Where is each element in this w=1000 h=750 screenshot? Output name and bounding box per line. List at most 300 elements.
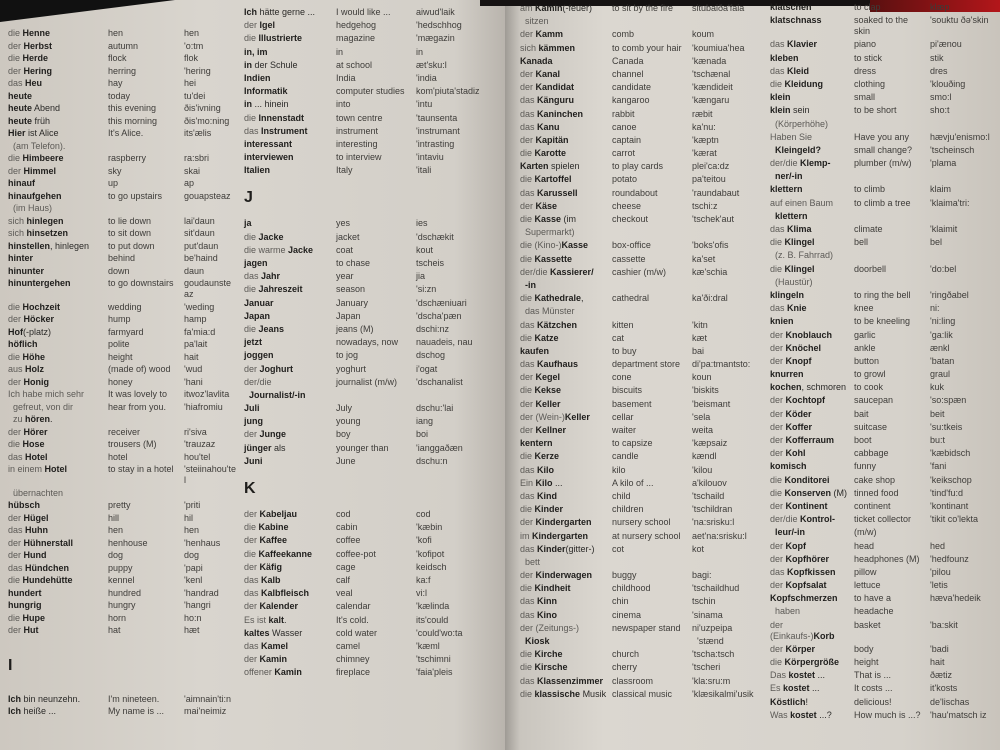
german-context: die — [520, 504, 535, 515]
english-translation: climate — [854, 224, 883, 234]
german-term — [8, 364, 104, 375]
english-translation: bait — [854, 408, 869, 419]
pronunciation: dschu:'lai — [416, 403, 454, 414]
german-context: der — [770, 342, 786, 353]
pronunciation: hait — [930, 657, 945, 667]
english-translation: calendar — [336, 601, 371, 612]
german-term — [8, 153, 104, 164]
pronunciation: ap — [184, 178, 195, 188]
glossary-entry — [8, 141, 240, 154]
english-translation: (m/w) — [854, 527, 877, 538]
pronunciation: ka:f — [416, 574, 431, 585]
pronunciation: kom'piuta'stadiz — [416, 86, 480, 97]
german-context: Das — [770, 670, 789, 681]
glossary-entry — [8, 402, 240, 415]
german-term — [244, 390, 332, 401]
glossary-entry — [8, 78, 240, 91]
german-headword: kostet — [783, 683, 810, 694]
german-term — [520, 570, 608, 581]
german-context: (gitter-) — [565, 543, 595, 554]
english-translation: Have you any — [854, 131, 910, 142]
glossary-entry — [520, 531, 766, 544]
german-context: sich — [8, 228, 27, 238]
german-context: das — [520, 108, 538, 119]
german-term — [520, 214, 608, 225]
german-term — [770, 2, 850, 13]
german-context: die — [520, 148, 535, 159]
german-context: , hinlegen — [50, 240, 90, 251]
english-translation: headphones (M) — [854, 553, 920, 564]
german-term — [244, 575, 332, 586]
glossary-entry — [770, 250, 998, 263]
german-headword: Jahr — [261, 271, 281, 282]
english-translation: at school — [336, 59, 373, 70]
english-translation: Italy — [336, 165, 353, 176]
german-term — [520, 69, 608, 80]
german-headword: Henne — [22, 28, 51, 38]
german-term — [770, 356, 850, 367]
glossary-entry — [8, 166, 240, 179]
english-translation: cabbage — [854, 448, 889, 459]
german-term — [8, 550, 104, 561]
glossary-entry — [770, 382, 998, 395]
german-term — [8, 116, 104, 127]
german-context: bett — [520, 556, 541, 567]
glossary-entry — [8, 588, 240, 601]
german-headword: Journalist/-in — [249, 389, 306, 400]
german-term — [770, 382, 850, 393]
pronunciation: ri'siva — [184, 426, 207, 437]
german-context: (M) — [831, 487, 848, 498]
german-term — [8, 563, 104, 574]
german-context: als — [271, 442, 286, 453]
german-headword: Kaufhaus — [537, 359, 579, 370]
german-context: die — [8, 439, 23, 449]
glossary-entry — [770, 644, 998, 657]
german-term — [244, 667, 332, 678]
glossary-entry — [8, 116, 240, 129]
pronunciation: pi'ænou — [930, 39, 962, 50]
german-headword: Indien — [244, 72, 271, 83]
english-translation: magazine — [336, 33, 376, 44]
letter-section-heading: I — [8, 656, 13, 674]
german-context: der — [244, 429, 260, 440]
pronunciation: di'pa:tmantsto: — [692, 359, 751, 370]
glossary-entry — [770, 224, 998, 237]
glossary-entry — [770, 606, 998, 619]
pronunciation: hed — [930, 540, 946, 551]
german-term — [520, 227, 608, 238]
german-context: der/die — [770, 514, 801, 525]
english-translation: wedding — [108, 301, 142, 312]
glossary-entry — [244, 298, 502, 311]
german-term — [520, 583, 608, 594]
german-headword: Januar — [244, 297, 274, 308]
german-term — [520, 293, 608, 304]
glossary-entry — [520, 135, 766, 148]
german-term — [8, 513, 104, 524]
english-translation: to lie down — [108, 215, 152, 226]
pronunciation: 'faia'pleis — [416, 667, 453, 678]
german-term — [770, 409, 850, 420]
english-translation: polite — [108, 339, 130, 349]
german-headword: Kanada — [520, 55, 553, 66]
english-translation: channel — [612, 68, 644, 79]
glossary-entry — [8, 613, 240, 626]
german-term — [770, 198, 850, 209]
glossary-entry — [520, 240, 766, 253]
german-term — [520, 188, 608, 199]
english-translation: (made of) wood — [108, 364, 171, 374]
english-translation: hay — [108, 78, 123, 88]
german-term — [770, 514, 850, 525]
german-context: (Körperhöhe) — [770, 118, 829, 129]
german-term — [520, 399, 608, 410]
glossary-entry — [520, 201, 766, 214]
glossary-entry — [770, 79, 998, 92]
glossary-entry — [520, 227, 766, 240]
pronunciation: cod — [416, 509, 431, 519]
pronunciation: 'kofipot — [416, 548, 445, 559]
glossary-entry — [770, 92, 998, 105]
english-translation: piano — [854, 39, 877, 50]
english-translation: chin — [612, 596, 629, 607]
german-headword: Kalbfleisch — [261, 588, 310, 599]
english-translation: instrument — [336, 125, 379, 136]
english-translation: It's Alice. — [108, 128, 144, 138]
english-translation: soaked to the skin — [854, 15, 911, 37]
glossary-entry — [520, 333, 766, 346]
german-term — [520, 689, 608, 700]
german-headword: Karussell — [537, 187, 578, 198]
glossary-entry — [8, 103, 240, 116]
english-translation: plumber (m/w) — [854, 158, 912, 169]
glossary-entry — [8, 216, 240, 229]
glossary-entry — [520, 3, 766, 16]
german-term — [244, 654, 332, 665]
english-translation: hundred — [108, 587, 142, 598]
german-context: der — [8, 165, 24, 176]
german-context: das — [8, 525, 26, 535]
english-translation: to ring the bell — [854, 289, 911, 300]
german-headword: Käse — [535, 200, 558, 211]
german-term — [770, 211, 850, 222]
pronunciation: 'keikschop — [930, 474, 972, 485]
glossary-entry — [770, 145, 998, 158]
german-term — [770, 330, 850, 341]
english-translation: I'm nineteen. — [108, 693, 160, 704]
pronunciation: tschin — [692, 596, 716, 607]
english-translation: to be short — [854, 105, 897, 116]
english-translation: to interview — [336, 152, 382, 163]
pronunciation: hæva'hedeik — [930, 593, 981, 604]
pronunciation: 'could'wo:ta — [416, 627, 463, 638]
glossary-entry — [520, 491, 766, 504]
english-translation: roundabout — [612, 187, 658, 198]
german-term — [8, 253, 104, 264]
pronunciation: 'tschek'aut — [692, 214, 734, 224]
german-headword: Kathedrale — [534, 293, 582, 304]
glossary-entry — [520, 451, 766, 464]
german-headword: Kellner — [535, 425, 567, 435]
german-context: das — [244, 640, 262, 651]
english-translation: chimney — [336, 654, 370, 665]
glossary-entry — [8, 228, 240, 241]
english-translation: candidate — [612, 82, 652, 93]
glossary-entry — [770, 670, 998, 683]
german-context: der — [8, 40, 24, 51]
glossary-entry — [770, 395, 998, 408]
pronunciation: 'dschanalist — [416, 376, 463, 387]
german-context: der — [770, 421, 786, 432]
german-headword: Herde — [22, 53, 49, 63]
english-translation: hill — [108, 512, 120, 523]
pronunciation: ies — [416, 218, 428, 229]
glossary-entry — [244, 99, 502, 112]
german-context: die — [244, 323, 259, 334]
glossary-entry — [770, 66, 998, 79]
german-term — [520, 504, 608, 515]
glossary-entry — [244, 535, 502, 548]
glossary-entry — [520, 596, 766, 609]
glossary-entry — [770, 184, 998, 197]
german-term — [244, 73, 332, 84]
glossary-entry — [244, 456, 502, 469]
glossary-entry — [8, 253, 240, 266]
pronunciation: situbaiða'faia — [692, 3, 745, 13]
pronunciation: kændl — [692, 451, 717, 462]
glossary-entry — [244, 522, 502, 535]
glossary-entry — [244, 60, 502, 73]
glossary-entry — [770, 620, 998, 644]
english-translation: to be kneeling — [854, 316, 911, 327]
glossary-entry — [520, 188, 766, 201]
english-translation: nursery school — [612, 517, 671, 528]
glossary-column-h — [8, 28, 240, 719]
german-headword: Kirsche — [534, 662, 568, 673]
pronunciation: ðis'mo:ning — [184, 115, 230, 126]
german-headword: jung — [244, 416, 263, 427]
english-translation: to stay in a hotel — [108, 464, 174, 474]
german-term — [770, 119, 850, 130]
glossary-entry — [8, 153, 240, 166]
german-term — [770, 395, 850, 406]
pronunciation: 'kofi — [416, 535, 432, 546]
german-term — [770, 606, 850, 617]
german-headword: Kochtopf — [785, 395, 826, 406]
glossary-entry — [8, 563, 240, 576]
pronunciation: ka'ði:dral — [692, 293, 728, 304]
german-term — [520, 16, 608, 27]
glossary-entry — [8, 41, 240, 54]
german-headword: Keller — [535, 398, 561, 409]
glossary-entry — [520, 174, 766, 187]
glossary-entry — [770, 2, 998, 15]
english-translation: veal — [336, 588, 353, 599]
pronunciation: klæp — [930, 2, 950, 12]
german-context: die — [8, 351, 23, 362]
pronunciation: 'kængaru — [692, 95, 730, 106]
german-term — [770, 501, 850, 512]
glossary-entry — [520, 280, 766, 293]
german-context: ...? — [816, 709, 832, 720]
german-term — [520, 3, 608, 14]
german-term — [8, 402, 104, 413]
german-context: zu — [8, 414, 26, 424]
german-headword: Kamin — [259, 654, 288, 665]
glossary-entry — [244, 667, 502, 680]
german-term — [520, 201, 608, 212]
english-translation: rabbit — [612, 108, 635, 119]
german-term — [244, 60, 332, 71]
glossary-entry — [520, 557, 766, 570]
german-headword: Kindergarten — [535, 517, 592, 528]
german-headword: Korb — [813, 630, 835, 641]
glossary-entry — [520, 372, 766, 385]
glossary-entry — [770, 683, 998, 696]
german-term — [770, 580, 850, 591]
glossary-entry — [244, 509, 502, 522]
pronunciation: 'beismant — [692, 398, 731, 409]
english-translation: journalist (m/w) — [336, 376, 398, 387]
german-headword: Kind — [537, 490, 558, 501]
german-headword: Köder — [785, 408, 812, 419]
german-term — [770, 105, 850, 116]
german-term — [520, 280, 608, 291]
german-context: der — [770, 435, 786, 445]
german-context: die — [770, 263, 785, 274]
german-context: (z. B. Fahrrad) — [770, 250, 834, 261]
german-context: das — [520, 359, 538, 370]
german-context: . — [50, 414, 53, 424]
german-context: Ich habe mich sehr — [8, 389, 85, 399]
glossary-entry — [520, 267, 766, 280]
german-headword: -in — [525, 279, 537, 290]
pronunciation: bel — [930, 237, 943, 248]
german-term — [244, 7, 332, 18]
english-translation: kennel — [108, 575, 135, 585]
german-headword: hinauf — [8, 178, 35, 188]
german-headword: Kerze — [534, 451, 560, 462]
english-translation: jacket — [336, 231, 360, 242]
german-headword: Kopfschmerzen — [770, 593, 838, 604]
pronunciation: 'fani — [930, 461, 947, 472]
pronunciation: koun — [692, 372, 712, 383]
german-term — [244, 258, 332, 269]
glossary-entry — [244, 588, 502, 601]
german-term — [8, 302, 104, 313]
german-context: das — [770, 224, 788, 234]
glossary-entry — [520, 293, 766, 306]
german-context: Supermarkt) — [520, 227, 575, 238]
german-term — [770, 369, 850, 380]
german-headword: Kanal — [535, 68, 561, 79]
german-term — [8, 28, 104, 39]
german-context: das — [520, 95, 538, 106]
german-headword: Kamel — [261, 640, 289, 651]
german-term — [520, 372, 608, 383]
pronunciation: 'pilou — [930, 566, 951, 577]
glossary-entry — [244, 350, 502, 363]
glossary-entry — [770, 343, 998, 356]
english-translation: in — [336, 46, 344, 57]
pronunciation: kuk — [930, 382, 945, 393]
pronunciation: hil — [184, 512, 194, 523]
english-translation: checkout — [612, 214, 649, 224]
glossary-entry — [8, 694, 240, 707]
german-term — [520, 662, 608, 673]
glossary-entry — [770, 554, 998, 567]
pronunciation: goudaunsteaz — [184, 278, 232, 299]
german-headword: interessant — [244, 138, 293, 149]
english-translation: to climb — [854, 184, 886, 195]
glossary-entry — [8, 464, 240, 488]
glossary-entry — [244, 258, 502, 271]
german-context: die — [244, 548, 259, 559]
german-context: das — [244, 125, 262, 136]
english-translation: cage — [336, 561, 356, 572]
german-headword: Kalb — [261, 574, 281, 585]
german-headword: Jahreszeit — [258, 284, 303, 295]
german-term — [8, 327, 104, 338]
pronunciation: 'su:tkeis — [930, 421, 963, 432]
english-translation: classical music — [612, 688, 673, 699]
german-term — [244, 99, 332, 110]
english-translation: coffee-pot — [336, 548, 376, 559]
german-headword: Kindheit — [534, 583, 571, 594]
pronunciation: 'sinama — [692, 609, 723, 620]
german-context: gefreut, von dir — [8, 401, 74, 412]
glossary-entry — [770, 461, 998, 474]
german-headword: Juni — [244, 455, 263, 466]
pronunciation: pa'lait — [184, 339, 208, 349]
german-headword: höflich — [8, 339, 38, 349]
glossary-entry — [520, 82, 766, 95]
german-context: die — [8, 28, 23, 38]
german-headword: Hochzeit — [22, 301, 61, 312]
pronunciation: dog — [184, 550, 200, 560]
glossary-entry — [770, 211, 998, 224]
pronunciation: 'dschækit — [416, 231, 454, 242]
german-term — [520, 135, 608, 146]
german-context: das — [520, 596, 538, 607]
german-headword: ner/-in — [775, 171, 803, 182]
german-headword: Junge — [259, 429, 287, 440]
german-headword: kostet — [788, 670, 816, 681]
english-translation: waiter — [612, 425, 637, 435]
german-headword: Kinderwagen — [535, 570, 593, 581]
glossary-entry — [8, 389, 240, 402]
pronunciation: 'ba:skit — [930, 619, 958, 630]
glossary-entry — [520, 16, 766, 29]
german-context: das Münster — [520, 306, 575, 317]
english-translation: cod — [336, 509, 351, 519]
glossary-entry — [770, 567, 998, 580]
english-translation: this evening — [108, 103, 157, 113]
glossary-entry — [770, 132, 998, 145]
english-translation: jeans (M) — [336, 323, 374, 334]
german-headword: Karotte — [534, 148, 567, 159]
pronunciation: hen — [184, 525, 200, 535]
german-term — [244, 628, 332, 639]
glossary-entry — [244, 377, 502, 390]
german-context: sich — [520, 42, 539, 53]
english-translation: hotel — [108, 451, 128, 462]
german-term — [770, 264, 850, 275]
german-headword: Holz — [25, 364, 45, 374]
pronunciation: 'ringðabel — [930, 289, 969, 300]
german-headword: Kätzchen — [537, 319, 578, 330]
